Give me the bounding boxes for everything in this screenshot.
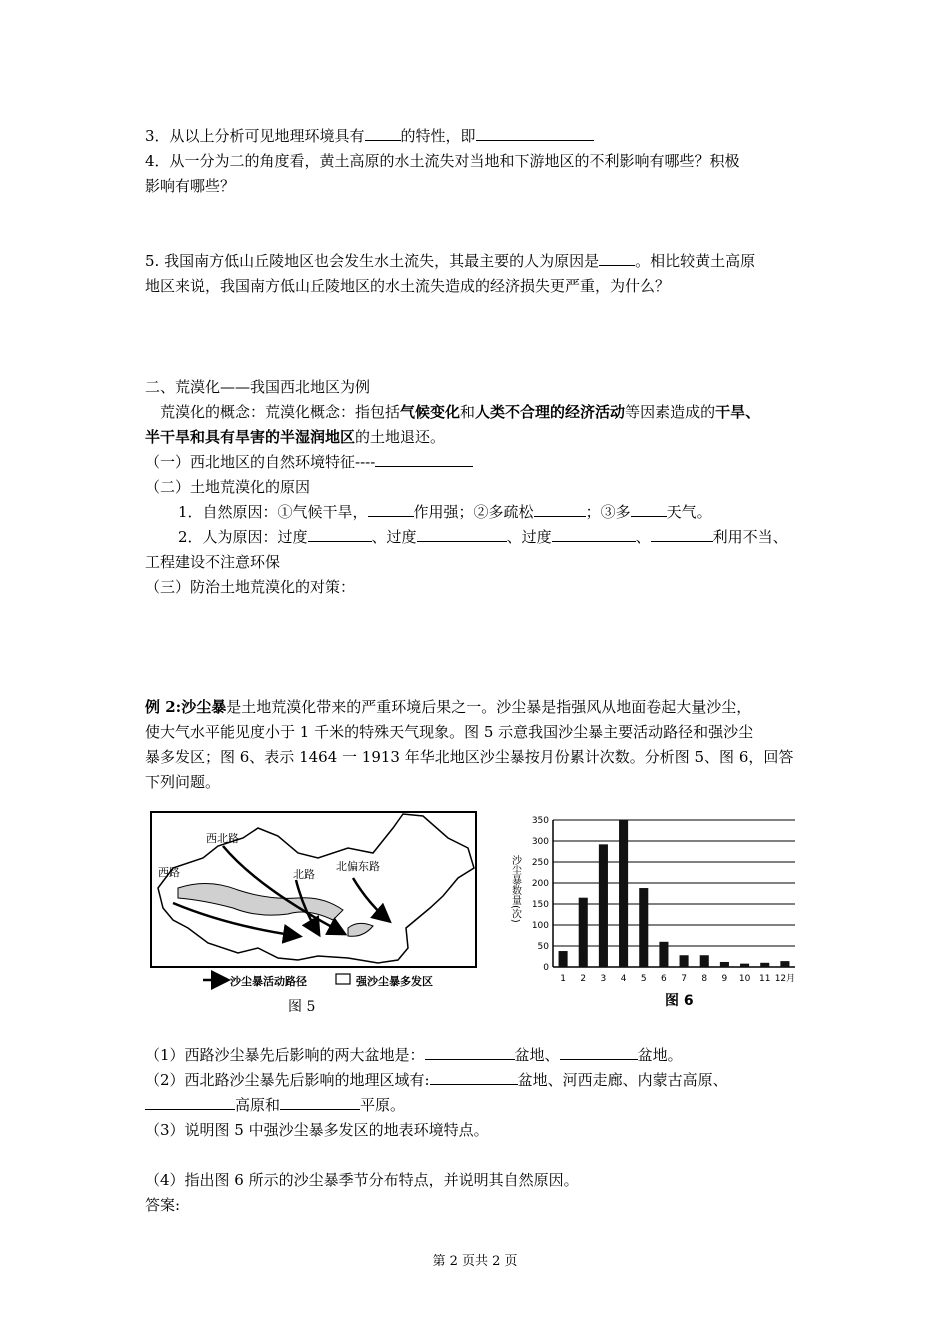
bar <box>659 942 668 967</box>
x-tick-label: 1 <box>560 974 566 984</box>
question-4-line2: 影响有哪些？ <box>145 177 236 195</box>
bar <box>579 898 588 967</box>
subsection-3: （三）防治土地荒漠化的对策： <box>145 578 356 596</box>
subsection-1: （一）西北地区的自然环境特征---- <box>145 452 473 472</box>
question-3: 3．从以上分析可见地理环境具有 的特性，即 <box>145 126 594 146</box>
x-tick-label: 5 <box>640 974 647 984</box>
x-tick-label: 12月 <box>774 974 796 984</box>
definition-line2: 半干旱和具有旱害的半湿润地区的土地退还。 <box>145 428 446 446</box>
x-tick-label: 4 <box>620 974 627 984</box>
y-tick-label: 200 <box>531 879 549 889</box>
x-tick-label: 11 <box>759 974 771 984</box>
blank <box>599 251 635 266</box>
example-2-line3: 暴多发区；图 6、表示 1464 一 1913 年华北地区沙尘暴按月份累计次数。分析图 5、图 6，回答 <box>145 748 794 766</box>
y-tick-label: 0 <box>543 963 549 973</box>
x-tick-label: 10 <box>738 974 751 984</box>
blank <box>280 1095 360 1110</box>
example-2-line1: 例 2:沙尘暴是土地荒漠化带来的严重环境后果之一。沙尘暴是指强风从地面卷起大量沙尘， <box>145 698 752 716</box>
route-arrow <box>353 878 388 920</box>
x-tick-label: 2 <box>580 974 587 984</box>
blank <box>308 527 372 542</box>
example-2-line2: 使大气水平能见度小于 1 千米的特殊天气现象。图 5 示意我国沙尘暴主要活动路径和强沙尘 <box>145 723 754 741</box>
sub-question-2: （2）西北路沙尘暴先后影响的地理区域有: 盆地、河西走廊、内蒙古高原、 <box>145 1071 728 1089</box>
blank <box>365 126 401 141</box>
blank <box>476 126 594 141</box>
blank <box>534 502 586 517</box>
y-tick-label: 50 <box>537 942 549 952</box>
example-2-line4: 下列问题。 <box>145 773 221 791</box>
human-causes: 2．人为原因：过度 、过度 、过度 、 利用不当、 <box>178 528 788 546</box>
sub-question-4: （4）指出图 6 所示的沙尘暴季节分布特点，并说明其自然原因。 <box>145 1171 579 1189</box>
route-label: 西路 <box>158 866 180 879</box>
figure-6-caption: 图 6 <box>665 993 694 1009</box>
bar <box>740 964 749 967</box>
legend-area-label: 强沙尘暴多发区 <box>356 975 433 988</box>
natural-causes: 1．自然原因：①气候干旱， 作用强；②多疏松 ；③多 天气。 <box>178 503 712 521</box>
route-label: 西北路 <box>206 832 239 845</box>
route-label: 北路 <box>293 868 315 881</box>
blank <box>631 502 667 517</box>
human-causes-line2: 工程建设不注意环保 <box>145 553 281 571</box>
figure-6-chart <box>505 810 805 1015</box>
blank <box>651 527 713 542</box>
dust-area <box>348 923 373 936</box>
blank <box>368 502 414 517</box>
blank <box>560 1045 638 1060</box>
bar <box>619 820 628 967</box>
route-label: 北偏东路 <box>336 860 380 873</box>
sub-question-3: （3）说明图 5 中强沙尘暴多发区的地表环境特点。 <box>145 1121 489 1139</box>
subsection-2: （二）土地荒漠化的原因 <box>145 478 311 496</box>
figure-5-caption: 图 5 <box>288 999 316 1015</box>
blank <box>552 527 636 542</box>
y-axis-label: 沙尘暴数量(次) <box>509 855 521 923</box>
question-5-line1: 5. 我国南方低山丘陵地区也会发生水土流失，其最主要的人为原因是 。相比较黄土高原 <box>145 252 756 270</box>
blank <box>417 527 507 542</box>
sub-question-2-line2: 高原和 平原。 <box>145 1095 405 1115</box>
x-tick-label: 8 <box>701 974 708 984</box>
x-tick-label: 6 <box>661 974 667 984</box>
y-tick-label: 100 <box>531 921 549 931</box>
question-4-line1: 4．从一分为二的角度看，黄土高原的水土流失对当地和下游地区的不利影响有哪些？积极 <box>145 152 740 170</box>
bar <box>700 955 709 967</box>
y-tick-label: 250 <box>531 858 549 868</box>
x-tick-label: 9 <box>721 974 728 984</box>
sub-question-1: （1）西路沙尘暴先后影响的两大盆地是： 盆地、 盆地。 <box>145 1046 683 1064</box>
section-2-title: 二、荒漠化——我国西北地区为例 <box>145 378 371 396</box>
bar <box>599 844 608 967</box>
figure-5-map <box>148 808 478 1023</box>
bar <box>639 888 648 967</box>
legend-area-icon <box>336 974 350 984</box>
y-tick-label: 350 <box>531 816 549 826</box>
x-tick-label: 7 <box>681 974 687 984</box>
bar <box>680 955 689 967</box>
definition-line1: 荒漠化的概念：荒漠化概念：指包括气候变化和人类不合理的经济活动等因素造成的干旱、 <box>160 403 761 421</box>
y-tick-label: 150 <box>531 900 549 910</box>
bar <box>559 951 568 967</box>
bar <box>720 962 729 967</box>
blank <box>145 1095 235 1110</box>
y-tick-label: 300 <box>531 837 549 847</box>
bar <box>760 963 769 967</box>
legend-route-label: 沙尘暴活动路径 <box>230 975 307 988</box>
answer-label: 答案: <box>145 1196 181 1214</box>
x-tick-label: 3 <box>600 974 607 984</box>
route-arrow <box>223 846 343 933</box>
page-footer: 第 2 页共 2 页 <box>432 1254 518 1269</box>
blank <box>430 1070 518 1085</box>
bar <box>780 961 789 967</box>
blank <box>425 1045 515 1060</box>
blank <box>375 452 473 467</box>
question-5-line2: 地区来说，我国南方低山丘陵地区的水土流失造成的经济损失更严重，为什么？ <box>145 277 671 295</box>
